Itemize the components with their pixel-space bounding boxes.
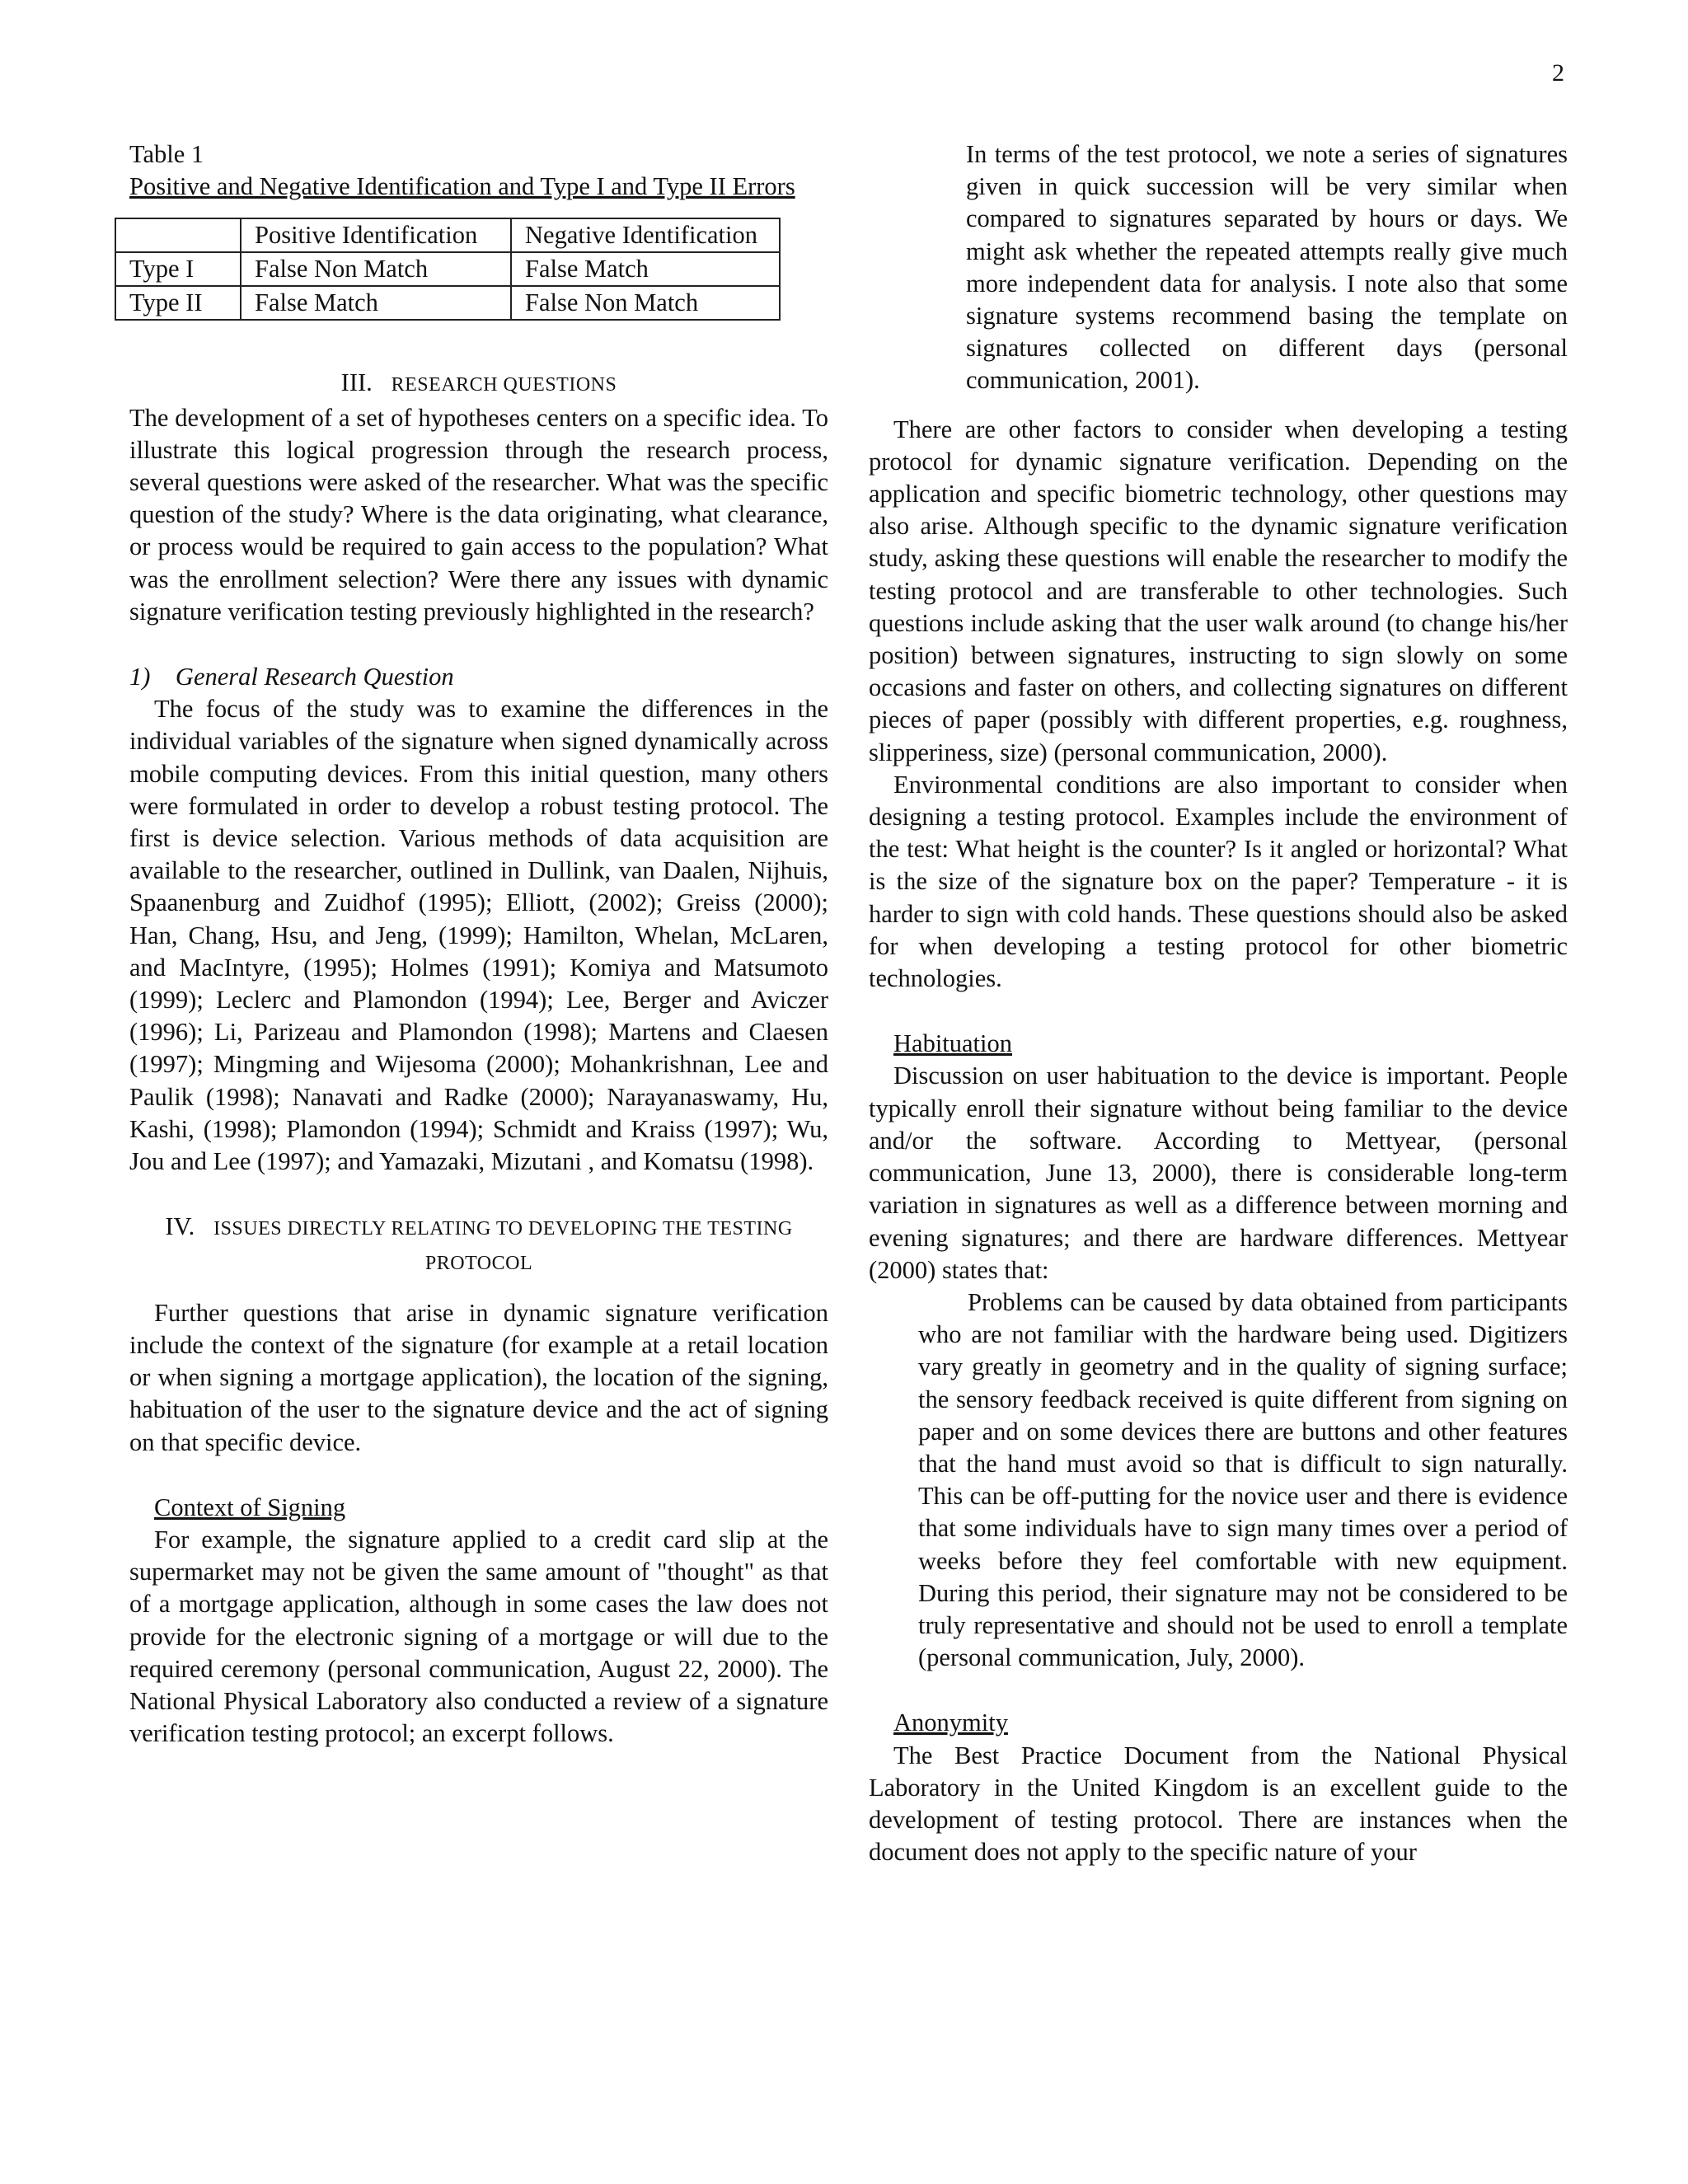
- table-header-row: [115, 218, 780, 252]
- table-row: [115, 252, 780, 286]
- page-number: 2: [1552, 59, 1564, 87]
- section-numeral: IV.: [165, 1212, 195, 1241]
- habituation-heading: Habituation: [893, 1029, 1012, 1058]
- subsection-title: General Research Question: [175, 663, 454, 691]
- table-cell: False Match: [241, 286, 511, 320]
- table-title: Positive and Negative Identification and Type I and Type II Errors: [129, 172, 795, 201]
- section-title: ISSUES DIRECTLY RELATING TO DEVELOPING THE TESTING PROTOCOL: [213, 1218, 793, 1275]
- left-column: [129, 138, 828, 1750]
- section-heading-issues: [129, 1211, 828, 1280]
- table-cell: Type II: [115, 286, 241, 320]
- errors-table: [115, 218, 781, 321]
- anonymity-heading: Anonymity: [893, 1708, 1008, 1737]
- context-of-signing-paragraph: For example, the signature applied to a credit card slip at the supermarket may not be given the same amount of "thought" as that of a mortgage application, although in some cases the law does not provide for the electronic signing of a mortgage or will due to the required ceremony (personal communication, August 22, 2000). The National Physical Laboratory also conducted a review of a signature verification testing protocol; an excerpt follows.: [129, 1525, 828, 1748]
- quote-test-protocol: [966, 138, 1568, 397]
- subsection-heading-general-research-question: [129, 661, 828, 693]
- other-factors-paragraph: There are other factors to consider when developing a testing protocol for dynamic signature verification. Depending on the application and specific biometric technology, other questions may also arise. Although specific to the dynamic signature verification study, asking these questions will enable the researcher to modify the testing protocol and are transferable to other technologies. Such questions include asking that the user walk around (to change his/her position) between signatures, instructing to sign slowly on some occasions and faster on others, and collecting signatures on different pieces of paper (possibly with different properties, e.g. roughness, slipperiness, size) (personal communication, 2000).: [869, 415, 1568, 766]
- table-header-cell: Negative Identification: [511, 218, 780, 252]
- table-row: [115, 286, 780, 320]
- environmental-conditions-paragraph: Environmental conditions are also important to consider when designing a testing protocol. Examples include the environment of the test: What height is the counter? Is it angled or horizontal? What is the size of the signature box on the paper? Temperature - it is harder to sign with cold hands. These questions should also be asked for when developing a testing protocol for other biometric technologies.: [869, 770, 1568, 993]
- right-column: [869, 138, 1568, 1868]
- anonymity-paragraph: The Best Practice Document from the National Physical Laboratory in the United Kingdom is an excellent guide to the development of testing protocol. There are instances when the document does not apply to the specific nature of your: [869, 1741, 1568, 1867]
- section-numeral: III.: [340, 368, 373, 397]
- table-label: Table 1: [129, 140, 204, 168]
- table-cell: False Match: [511, 252, 780, 286]
- subsection-number: 1): [129, 663, 151, 691]
- table-header-cell: Positive Identification: [241, 218, 511, 252]
- habituation-paragraph: Discussion on user habituation to the device is important. People typically enroll their signature without being familiar to the device and/or the software. According to Mettyear, (personal communication, June 13, 2000), there is considerable long-term variation in signatures as well as a difference between morning and evening signatures; and there are hardware differences. Mettyear (2000) states that:: [869, 1062, 1568, 1284]
- quote-paragraph: Problems can be caused by data obtained from participants who are not familiar with the hardware being used. Digitizers vary greatly in geometry and in the quality of signing surface; the sensory feedback received is quite different from signing on paper and on some devices there are buttons and other features that the hand must avoid so that is difficult to sign naturally. This can be off-putting for the novice user and there is evidence that some individuals have to sign many times over a period of weeks before they feel comfortable with new equipment. During this period, their signature may not be considered to be truly representative and should not be used to enroll a template (personal communication, July, 2000).: [918, 1287, 1568, 1672]
- issues-paragraph: Further questions that arise in dynamic signature verification include the context of the signature (for example at a retail location or when signing a mortgage application), the location of the signing, habituation of the user to the signature device and the act of signing on that specific device.: [129, 1298, 828, 1456]
- section-title: RESEARCH QUESTIONS: [391, 374, 617, 396]
- table-header-cell: [115, 218, 241, 252]
- table-cell: False Non Match: [241, 252, 511, 286]
- general-research-paragraph: The focus of the study was to examine the differences in the individual variables of the signature when signed dynamically across mobile computing devices. From this initial question, many others were formulated in order to develop a robust testing protocol. The first is device selection. Various methods of data acquisition are available to the researcher, outlined in Dullink, van Daalen, Nijhuis, Spaanenburg and Zuidhof (1995); Elliott, (2002); Greiss (2000); Han, Chang, Hsu, and Jeng, (1999); Hamilton, Whelan, McLaren, and MacIntyre, (1995); Holmes (1991); Komiya and Matsumoto (1999); Leclerc and Plamondon (1994); Lee, Berger and Aviczer (1996); Li, Parizeau and Plamondon (1998); Martens and Claesen (1997); Mingming and Wijesoma (2000); Mohankrishnan, Lee and Paulik (1998); Nanavati and Radke (2000); Narayanaswamy, Hu, Kashi, (1998); Plamondon (1994); Schmidt and Kraiss (1997); Wu, Jou and Lee (1997); and Yamazaki, Mizutani , and Komatsu (1998).: [129, 695, 828, 1176]
- context-of-signing-heading: Context of Signing: [154, 1493, 346, 1521]
- table-cell: Type I: [115, 252, 241, 286]
- quote-paragraph: In terms of the test protocol, we note a series of signatures given in quick succession will be very similar when compared to signatures separated by hours or days. We might ask whether the repeated attempts really give much more independent data for analysis. I note also that some signature systems recommend basing the template on signatures collected on different days (personal communication, 2001).: [966, 140, 1568, 395]
- quote-mettyear: [918, 1286, 1568, 1674]
- research-questions-paragraph: The development of a set of hypotheses centers on a specific idea. To illustrate this logical progression through the research process, several questions were asked of the researcher. What was the specific question of the study? Where is the data originating, what clearance, or process would be required to gain access to the population? What was the enrollment selection? Were there any issues with dynamic signature verification testing previously highlighted in the research?: [129, 403, 828, 626]
- table-cell: False Non Match: [511, 286, 780, 320]
- section-heading-research-questions: [129, 367, 828, 401]
